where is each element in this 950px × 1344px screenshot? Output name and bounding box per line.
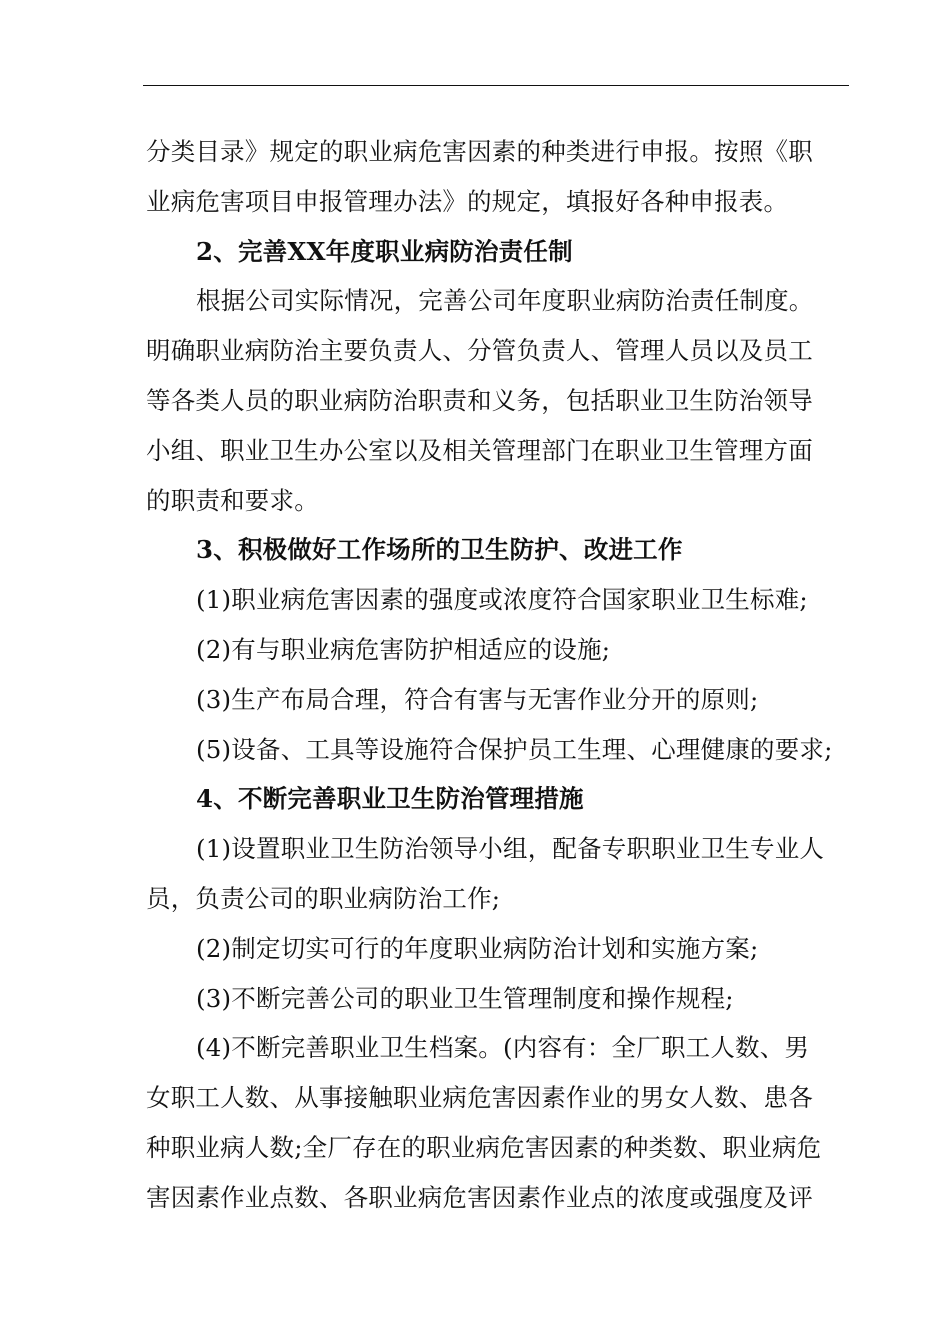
section-heading-4: 4、不断完善职业卫生防治管理措施 [196,784,584,814]
list-item-3-2: (2)有与职业病危害防护相适应的设施; [196,634,611,664]
body-line-2: 业病危害项目申报管理办法》的规定，填报好各种申报表。 [146,186,789,216]
list-item-3-3: (3)生产布局合理，符合有害与无害作业分开的原则; [196,684,759,714]
body-line-4: 根据公司实际情况，完善公司年度职业病防治责任制度。 [196,286,814,316]
list-item-4-2: (2)制定切实可行的年度职业病防治计划和实施方案; [196,933,759,963]
section-heading-2: 2、完善XX年度职业病防治责任制 [196,236,573,266]
body-line-7: 小组、职业卫生办公室以及相关管理部门在职业卫生管理方面 [146,435,813,465]
header-rule [143,85,849,86]
body-line-22: 害因素作业点数、各职业病危害因素作业点的浓度或强度及评 [146,1182,813,1212]
list-item-4-4: (4)不断完善职业卫生档案。(内容有：全厂职工人数、男 [196,1033,810,1063]
body-line-21: 种职业病人数;全厂存在的职业病危害因素的种类数、职业病危 [146,1132,822,1162]
list-item-3-1: (1)职业病危害因素的强度或浓度符合国家职业卫生标难; [196,585,808,615]
document-body [146,127,858,1223]
list-item-4-3: (3)不断完善公司的职业卫生管理制度和操作规程; [196,983,734,1013]
body-line-5: 明确职业病防治主要负责人、分管负责人、管理人员以及员工 [146,336,813,366]
body-line-16: 员，负责公司的职业病防治工作; [146,883,501,913]
list-item-3-5: (5)设备、工具等设施符合保护员工生理、心理健康的要求; [196,734,833,764]
body-line-8: 的职责和要求。 [146,485,319,515]
body-line-20: 女职工人数、从事接触职业病危害因素作业的男女人数、患各 [146,1083,813,1113]
section-heading-3: 3、积极做好工作场所的卫生防护、改进工作 [196,535,683,565]
body-line-6: 等各类人员的职业病防治职责和义务，包括职业卫生防治领导 [146,385,813,415]
list-item-4-1: (1)设置职业卫生防治领导小组，配备专职职业卫生专业人 [196,834,825,864]
body-line-1: 分类目录》规定的职业病危害因素的种类进行申报。按照《职 [146,137,813,166]
